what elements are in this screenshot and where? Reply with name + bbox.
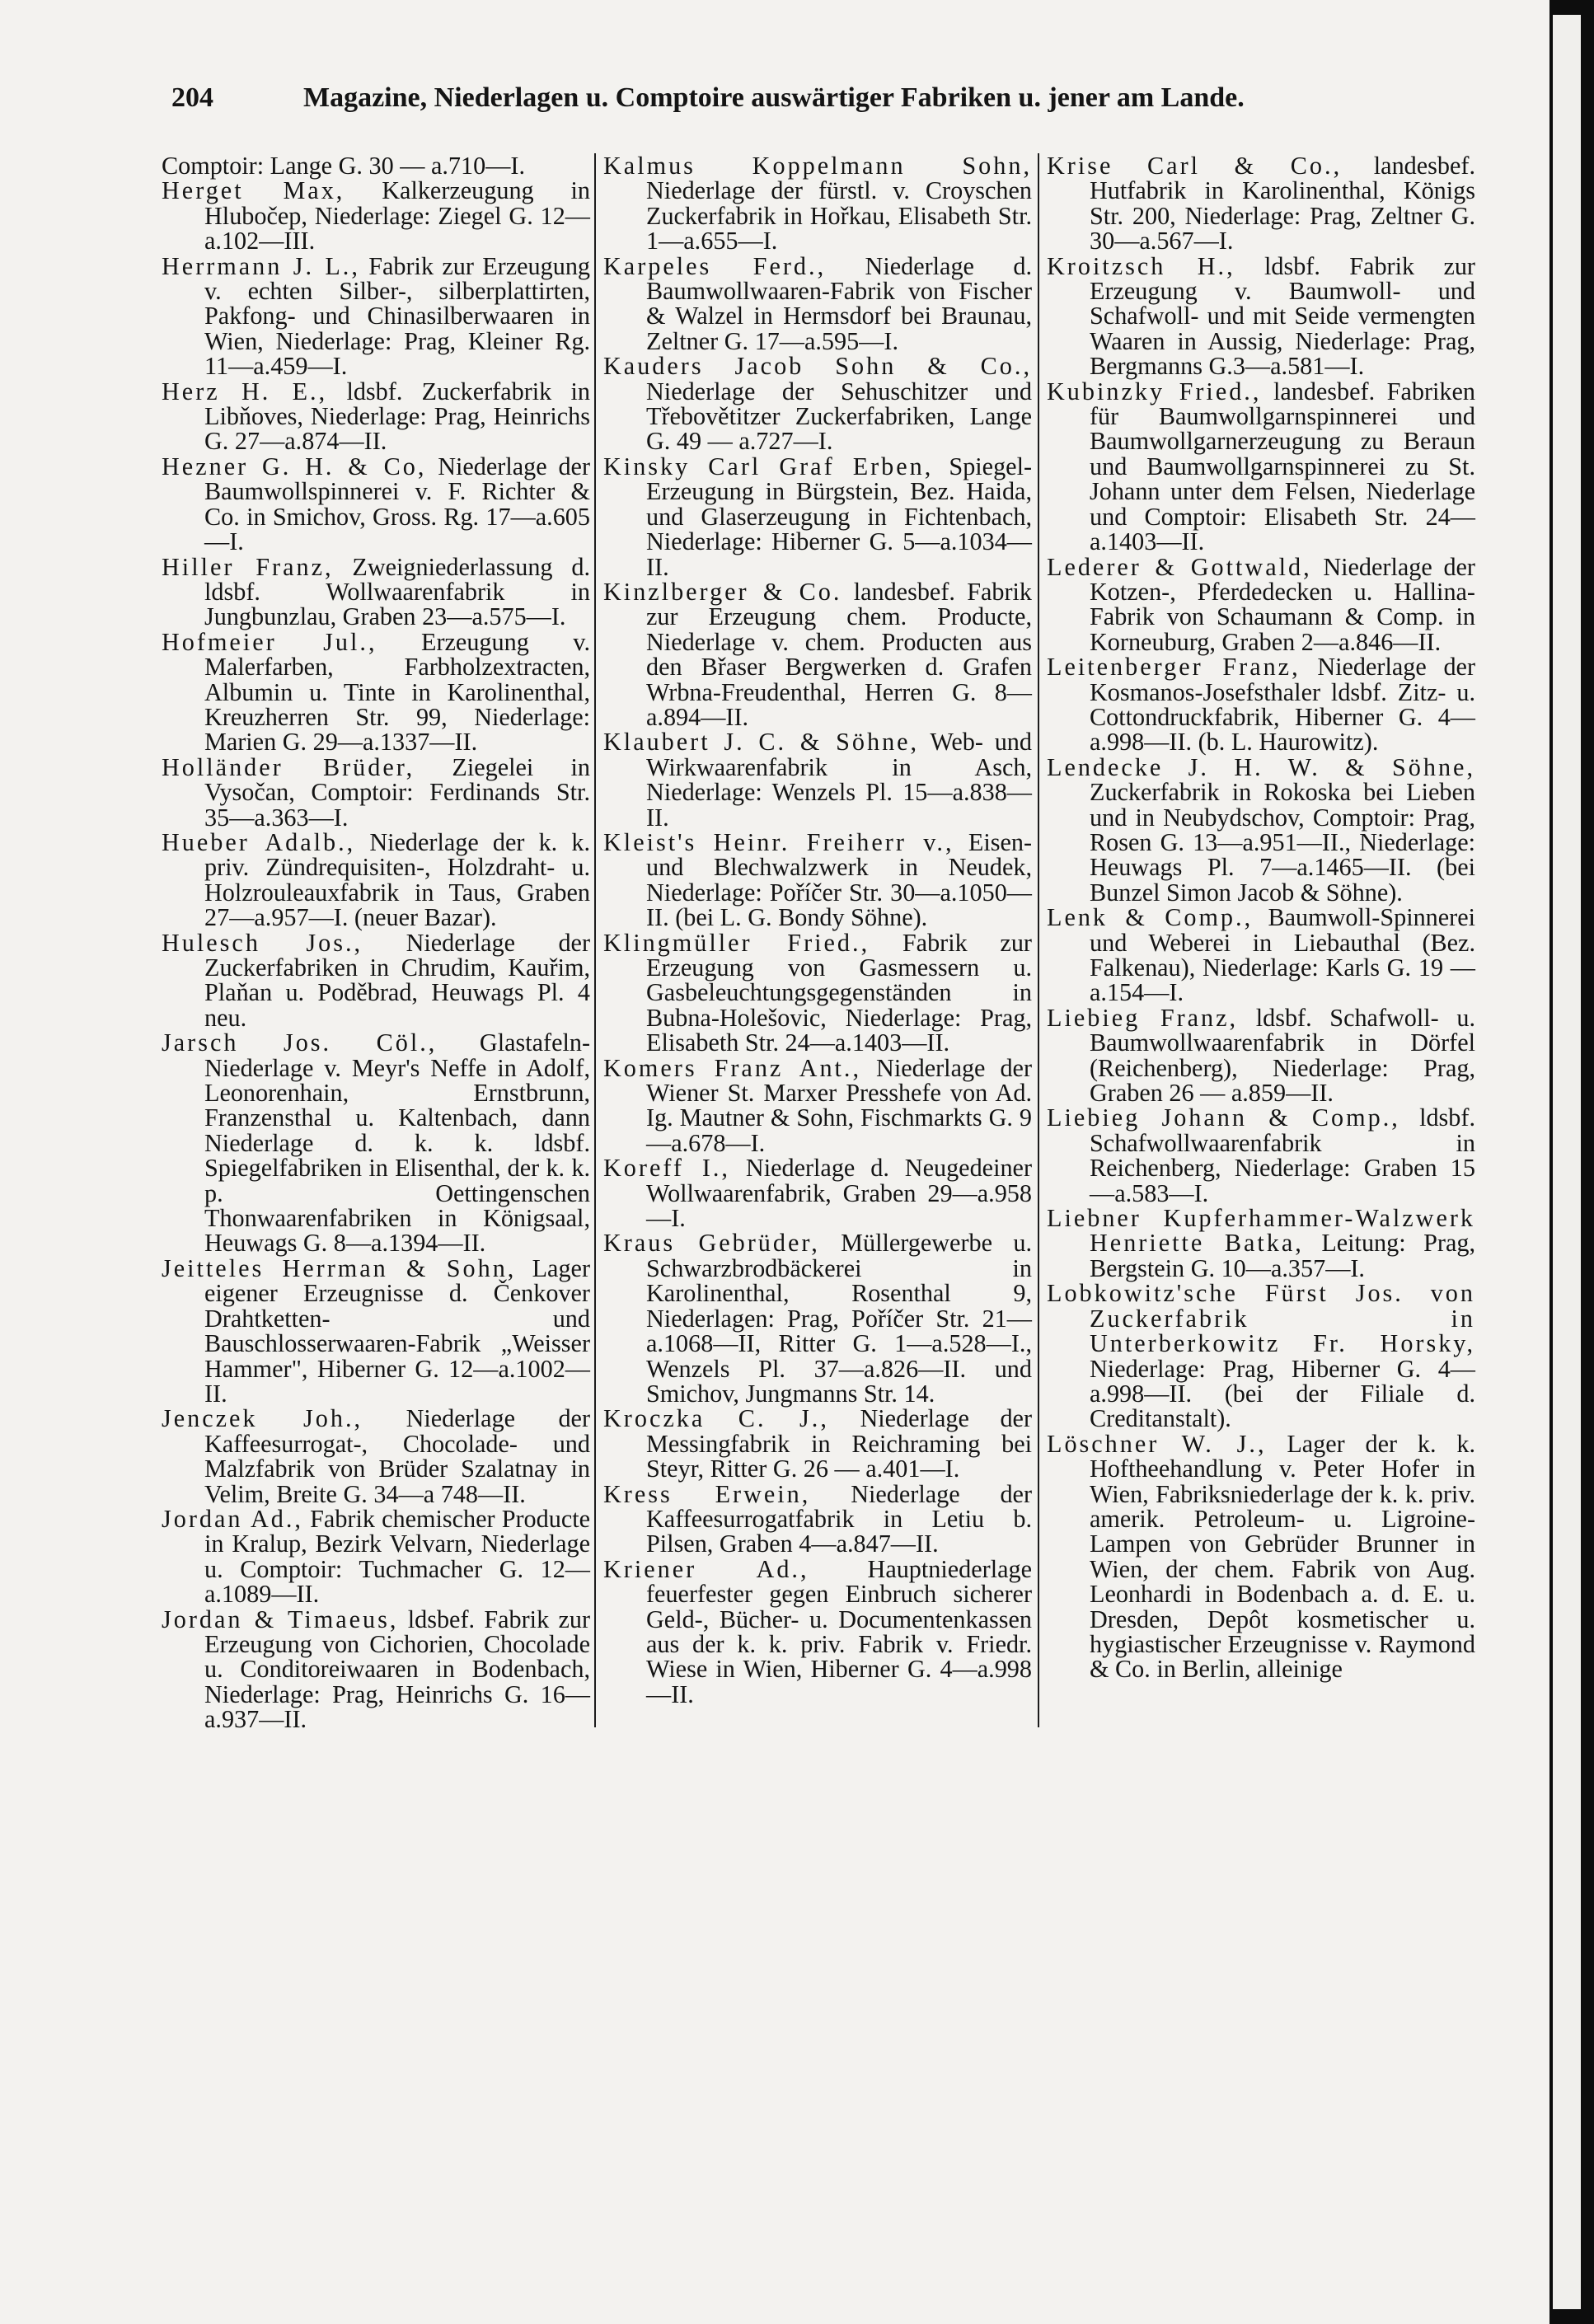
firm-name: Krise Carl & Co., xyxy=(1047,152,1343,180)
directory-entry xyxy=(1047,379,1475,555)
entry-text: Fabrik zur Erzeugung von Gasmessern u. Gasbeleuchtungsgegenständen in Bubna-Holešovic, Niederlage: Prag, Elisabeth Str. 24—a.1403—II. xyxy=(646,928,1032,1057)
firm-name: Kriener Ad., xyxy=(603,1554,809,1583)
entry-text: Spiegel-Erzeugung in Bürgstein, Bez. Haida, und Glaserzeugung in Fichtenbach, Niederlage: Hiberner G. 5—a.1034—II. xyxy=(646,452,1033,581)
firm-name: Hueber Adalb., xyxy=(162,827,356,856)
entry-text: Baumwoll-Spinnerei und Weberei in Liebauthal (Bez. Falkenau), Niederlage: Karls G. 19 — a.154—I. xyxy=(1090,903,1476,1007)
directory-entry xyxy=(1047,153,1475,254)
directory-entry xyxy=(162,627,590,757)
directory-entry xyxy=(162,454,590,555)
entry-text: landesbef. Fabrik zur Erzeugung chem. Producte, Niederlage v. chem. Producten aus den Břaser Bergwerken d. Grafen Wrbna-Freudenthal, Herren G. 8—a.894—II. xyxy=(646,577,1033,731)
directory-entry xyxy=(162,1506,590,1607)
entry-text: Niederlage der k. k. priv. Zündrequisiten-, Holzdraht- u. Holzrouleauxfabrik in Taus, Graben 27—a.957—I. (neuer Bazar). xyxy=(204,827,590,932)
firm-name: Kleist's Heinr. Freiherr v., xyxy=(603,827,954,856)
directory-entry xyxy=(603,251,1032,355)
directory-entry xyxy=(603,1154,1033,1233)
firm-name: Koreff I., xyxy=(603,1154,730,1183)
entry-text: Niederlage der fürstl. v. Croyschen Zuckerfabrik in Hořkau, Elisabeth Str. 1—a.655—I. xyxy=(646,176,1032,255)
entry-text: Kalkerzeugung in Hlubočep, Niederlage: Ziegel G. 12—a.102—III. xyxy=(204,176,591,255)
firm-name: Jarsch Jos. Cöl., xyxy=(162,1028,438,1057)
column-2 xyxy=(603,153,1032,1707)
column-rule xyxy=(594,153,596,1727)
directory-entry xyxy=(603,1230,1032,1406)
page-title: Magazine, Niederlagen u. Comptoire auswärtiger Fabriken u. jener am Lande. xyxy=(303,82,1245,113)
entry-text: Niederlage der Kosmanos-Josefsthaler ldsbf. Zitz- u. Cottondruckfabrik, Hiberner G. 4—a.998—II. (b. L. Haurowitz). xyxy=(1090,653,1475,757)
firm-name: Hofmeier Jul., xyxy=(162,627,377,656)
column-rule xyxy=(1038,153,1039,1727)
firm-name: Kroczka C. J., xyxy=(603,1404,829,1433)
firm-name: Lendecke J. H. W. & Söhne, xyxy=(1047,752,1475,781)
firm-name: Hulesch Jos., xyxy=(162,928,363,957)
directory-entry xyxy=(603,1479,1032,1558)
firm-name: Herget Max, xyxy=(162,176,345,205)
firm-name: Leitenberger Franz, xyxy=(1047,653,1301,682)
directory-entry xyxy=(1047,552,1475,656)
firm-name: Liebner Kupferhammer-Walzwerk Henriette Batka, xyxy=(1047,1204,1475,1258)
entry-text: Erzeugung v. Malerfarben, Farbholzextracten, Albumin u. Tinte in Karolinenthal, Kreuzherren Str. 99, Niederlage: Marien G. 29—a.1337—II. xyxy=(204,627,590,757)
entry-text: Glastafeln-Niederlage v. Meyr's Neffe in Adolf, Leonorenhain, Ernstbrunn, Franzensthal u. Kaltenbach, dann Niederlage d. k. k. ldsbf. Spiegelfabriken in Elisenthal, der k. k. p. Oettingenschen Thonwaarenfabriken in Königsaal, Heuwags G. 8—a.1394—II. xyxy=(204,1028,590,1258)
directory-entry xyxy=(1047,1281,1475,1431)
directory-entry xyxy=(162,1253,590,1408)
directory-entry xyxy=(603,930,1032,1056)
firm-name: Komers Franz Ant., xyxy=(603,1053,862,1082)
directory-entry xyxy=(603,579,1032,729)
firm-name: Hiller Franz, xyxy=(162,552,334,581)
entry-text: Web- und Wirkwaarenfabrik in Asch, Niederlage: Wenzels Pl. 15—a.838—II. xyxy=(646,728,1032,832)
firm-name: Liebieg Johann & Comp., xyxy=(1047,1103,1400,1132)
firm-name: Kress Erwein, xyxy=(603,1479,811,1508)
directory-entry xyxy=(603,1554,1032,1708)
directory-entry xyxy=(162,251,591,381)
firm-name: Jordan Ad., xyxy=(162,1504,303,1533)
firm-name: Kraus Gebrüder, xyxy=(603,1229,820,1258)
firm-name: Kubinzky Fried., xyxy=(1047,377,1262,405)
adjacent-page-edge xyxy=(1553,15,1581,2309)
firm-name: Löschner W. J., xyxy=(1047,1429,1267,1458)
directory-entry xyxy=(1047,905,1475,1005)
entry-text: Niederlage der Wiener St. Marxer Presshefe von Ad. Ig. Mautner & Sohn, Fischmarkts G. 9—a.678—I. xyxy=(646,1053,1033,1157)
directory-entry xyxy=(603,354,1032,454)
directory-entry xyxy=(603,1406,1032,1481)
firm-name: Hezner G. H. & Co, xyxy=(162,452,427,480)
entry-text: Eisen- und Blechwalzwerk in Neudek, Niederlage: Poříčer Str. 30—a.1050—II. (bei L. G. Bondy Söhne). xyxy=(646,827,1033,932)
entry-text: landesbef. Fabriken für Baumwollgarnspinnerei und Baumwollgarnerzeugung zu Beraun und Baumwollgarnspinnerei zu St. Johann unter dem Felsen, Niederlage und Comptoir: Elisabeth Str. 24—a.1403—II. xyxy=(1090,377,1475,556)
firm-name: Liebieg Franz, xyxy=(1047,1003,1239,1032)
entry-text: Leitung: Prag, Bergstein G. 10—a.357—I. xyxy=(1090,1229,1476,1282)
firm-name: Lobkowitz'sche Fürst Jos. von Zuckerfabrik in Unterberkowitz Fr. Horsky, xyxy=(1047,1279,1475,1358)
entry-text: Hauptniederlage feuerfester gegen Einbruch sicherer Geld-, Bücher- u. Documentenkassen aus der k. k. priv. Fabrik v. Friedr. Wiese in Wien, Hiberner G. 4—a.998—II. xyxy=(646,1554,1032,1708)
entry-text: Niederlage: Prag, Hiberner G. 4—a.998—II. (bei der Filiale d. Creditanstalt). xyxy=(1090,1354,1475,1433)
directory-entry xyxy=(1047,752,1475,907)
directory-entry xyxy=(162,1030,590,1256)
entry-text: Fabrik zur Erzeugung v. echten Silber-, silberplattirten, Pakfong- und Chinasilberwaaren in Wien, Niederlage: Prag, Kleiner Rg. 11—a.459—I. xyxy=(204,251,591,381)
firm-name: Herz H. E., xyxy=(162,377,328,405)
entry-text: ldsbf. Schafwollwaarenfabrik in Reichenberg, Niederlage: Graben 15—a.583—I. xyxy=(1090,1103,1475,1207)
directory-entry xyxy=(162,1607,590,1732)
page-number: 204 xyxy=(171,82,213,113)
directory-entry xyxy=(162,1406,590,1506)
entry-text: landesbef. Hutfabrik in Karolinenthal, Königs Str. 200, Niederlage: Prag, Zeltner G. 30—a.567—I. xyxy=(1090,152,1475,255)
firm-name: Kauders Jacob Sohn & Co., xyxy=(603,352,1032,381)
directory-entry xyxy=(603,454,1032,579)
directory-entry xyxy=(162,178,590,253)
directory-entry xyxy=(162,930,590,1031)
directory-entry xyxy=(603,729,1032,830)
column-1 xyxy=(162,153,590,1732)
firm-name: Herrmann J. L., xyxy=(162,251,360,280)
firm-name: Kinzlberger & Co. xyxy=(603,577,842,606)
directory-entry xyxy=(1047,654,1475,755)
entry-text: Niederlage der Zuckerfabriken in Chrudim, Kauřim, Plaňan u. Poděbrad, Heuwags Pl. 4 neu. xyxy=(204,928,590,1032)
firm-name: Kalmus Koppelmann Sohn, xyxy=(603,152,1032,180)
firm-name: Lederer & Gottwald, xyxy=(1047,552,1312,581)
firm-name: Kinsky Carl Graf Erben, xyxy=(603,452,934,480)
entry-text: Niederlage der Baumwollspinnerei v. F. Richter & Co. in Smichov, Gross. Rg. 17—a.605—I. xyxy=(204,452,590,556)
firm-name: Klaubert J. C. & Söhne, xyxy=(603,728,920,757)
entry-text: Niederlage d. Neugedeiner Wollwaarenfabrik, Graben 29—a.958—I. xyxy=(646,1154,1033,1233)
entry-text: ldsbef. Fabrik zur Erzeugung von Cichorien, Chocolade u. Conditoreiwaaren in Bodenbach, Niederlage: Prag, Heinrichs G. 16—a.937—II. xyxy=(204,1605,590,1734)
directory-entry xyxy=(1047,1005,1475,1106)
entry-text: Niederlage der Messingfabrik in Reichraming bei Steyr, Ritter G. 26 — a.401—I. xyxy=(646,1404,1033,1483)
entry-text: Fabrik chemischer Producte in Kralup, Bezirk Velvarn, Niederlage u. Comptoir: Tuchmacher G. 12—a.1089—II. xyxy=(204,1504,591,1609)
directory-entry xyxy=(162,752,590,832)
entry-text: Müllergewerbe u. Schwarzbrodbäckerei in Karolinenthal, Rosenthal 9, Niederlagen: Prag, Poříčer Str. 21—a.1068—II, Ritter G. 1—a.528—I., Wenzels Pl. 37—a.826—II. und Smichov, Jungmanns Str. 14. xyxy=(646,1229,1032,1408)
directory-entry xyxy=(1047,1206,1475,1281)
directory-entry xyxy=(162,827,590,932)
firm-name: Klingmüller Fried., xyxy=(603,928,870,957)
firm-name: Kroitzsch H., xyxy=(1047,251,1235,280)
entry-text: Niederlage d. Baumwollwaaren-Fabrik von Fischer & Walzel in Hermsdorf bei Braunau, Zeltner G. 17—a.595—I. xyxy=(646,251,1032,355)
entry-text: Zuckerfabrik in Rokoska bei Lieben und in Neubydschov, Comptoir: Prag, Rosen G. 13—a.951—II., Niederlage: Heuwags Pl. 7—a.1465—II. (bei Bunzel Simon Jacob & Söhne). xyxy=(1090,778,1475,907)
entry-text: Niederlage der Sehuschitzer und Třebovětitzer Zuckerfabriken, Lange G. 49 — a.727—I. xyxy=(646,377,1032,456)
entry-text: ldsbf. Fabrik zur Erzeugung v. Baumwoll- und Schafwoll- und mit Seide vermengten Waaren in Aussig, Niederlage: Prag, Bergmanns G.3—a.581—I. xyxy=(1090,251,1475,381)
entry-text: ldsbf. Zuckerfabrik in Libňoves, Niederlage: Prag, Heinrichs G. 27—a.874—II. xyxy=(204,377,591,456)
entry-text: ldsbf. Schafwoll- u. Baumwollwaarenfabrik in Dörfel (Reichenberg), Niederlage: Prag, Graben 26 — a.859—II. xyxy=(1090,1003,1475,1108)
firm-name: Jeitteles Herrman & Sohn, xyxy=(162,1253,517,1282)
directory-entry xyxy=(603,1053,1033,1157)
entry-text: Niederlage der Kotzen-, Pferdedecken u. Hallina-Fabrik von Schaumann & Comp. in Korneuburg, Graben 2—a.846—II. xyxy=(1090,552,1475,656)
entry-text: Lager der k. k. Hoftheehandlung v. Peter Hofer in Wien, Fabriksniederlage der k. k. priv. amerik. Petroleum- u. Ligroine-Lampen von Gebrüder Brunner in Wien, der chem. Fabrik von Aug. Leonhardi in Bodenbach a. d. E. u. Dresden, Depôt kosmetischer u. hygiastischer Erzeugnisse v. Raymond & Co. in Berlin, alleinige xyxy=(1090,1429,1475,1684)
entry-text: Ziegelei in Vysočan, Comptoir: Ferdinands Str. 35—a.363—I. xyxy=(204,752,590,832)
directory-entry xyxy=(1047,1105,1475,1206)
directory-entry xyxy=(162,379,590,454)
directory-entry xyxy=(1047,1431,1475,1682)
entry-text: Niederlage der Kaffeesurrogat-, Chocolade- und Malzfabrik von Brüder Szalatnay in Velim, Breite G. 34—a 748—II. xyxy=(204,1404,591,1508)
directory-entry xyxy=(1047,251,1475,381)
firm-name: Jenczek Joh., xyxy=(162,1404,363,1433)
directory-entry xyxy=(162,153,590,178)
entry-text: Niederlage der Kaffeesurrogatfabrik in Letiu b. Pilsen, Graben 4—a.847—II. xyxy=(646,1479,1032,1558)
firm-name: Jordan & Timaeus, xyxy=(162,1605,399,1633)
entry-text: Comptoir: Lange G. 30 — a.710—I. xyxy=(162,152,526,180)
column-3 xyxy=(1047,153,1475,1682)
directory-entry xyxy=(603,153,1032,254)
directory-entry xyxy=(162,552,591,631)
firm-name: Holländer Brüder, xyxy=(162,752,415,781)
firm-name: Karpeles Ferd., xyxy=(603,251,827,280)
entry-text: Lager eigener Erzeugnisse d. Čenkover Drahtketten- und Bauschlosserwaaren-Fabrik „Weisser Hammer", Hiberner G. 12—a.1002—II. xyxy=(204,1253,590,1408)
directory-entry xyxy=(603,827,1033,932)
firm-name: Lenk & Comp., xyxy=(1047,903,1254,932)
page-header xyxy=(171,82,1474,114)
entry-text: Zweigniederlassung d. ldsbf. Wollwaarenfabrik in Jungbunzlau, Graben 23—a.575—I. xyxy=(204,552,591,631)
